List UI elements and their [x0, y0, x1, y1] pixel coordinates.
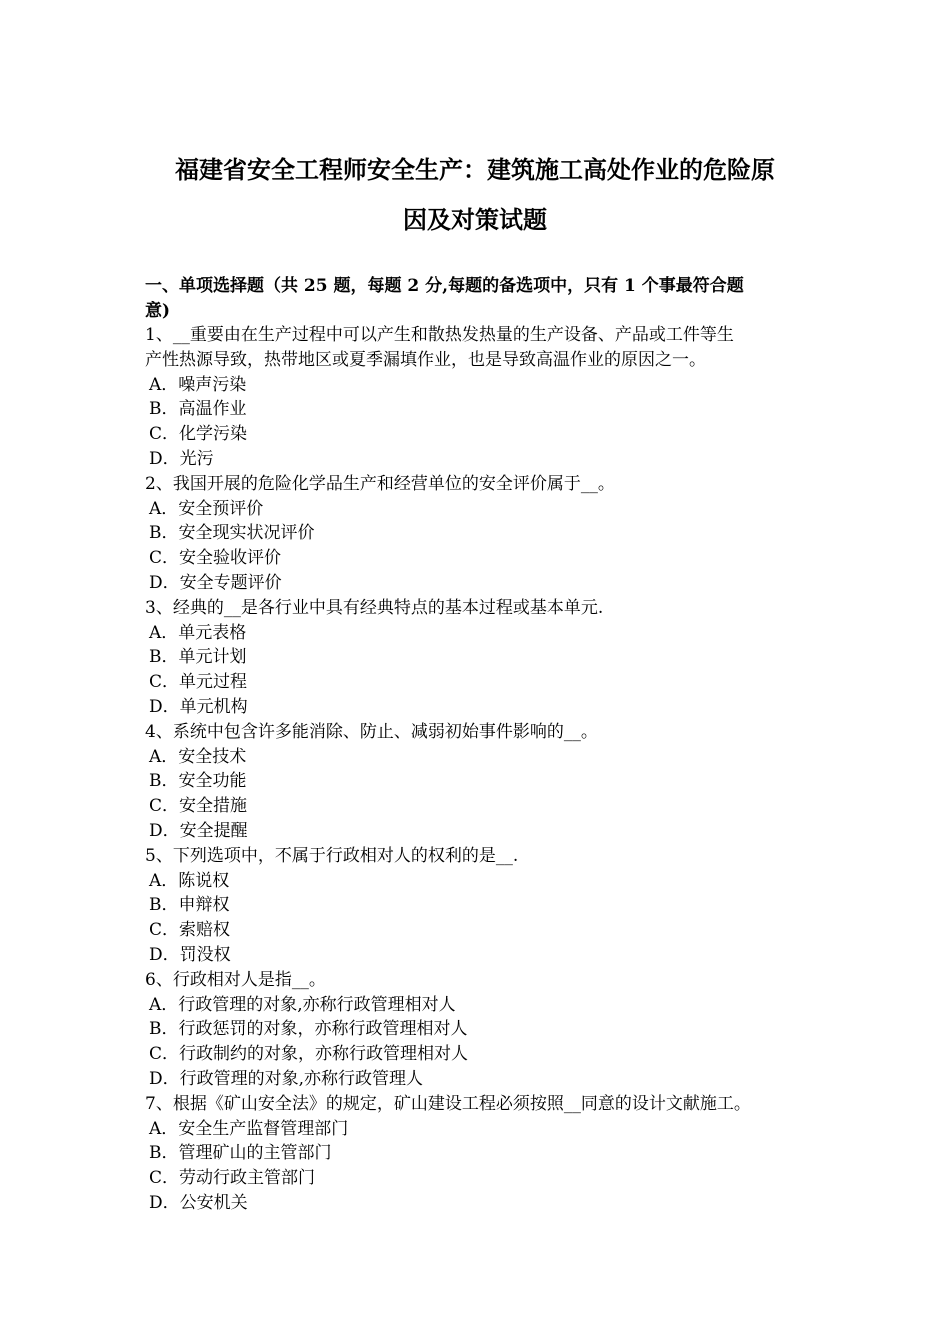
- answer-option: A．单元表格: [149, 622, 247, 643]
- answer-option: D．光污: [149, 448, 214, 469]
- answer-option: B．安全现实状况评价: [149, 523, 315, 544]
- answer-option: D．单元机构: [149, 696, 248, 717]
- question-text-line: 3、经典的__是各行业中具有经典特点的基本过程或基本单元.: [145, 597, 604, 618]
- question-list: [145, 323, 835, 1216]
- document-title-line-2: 因及对策试题: [403, 205, 547, 234]
- answer-option: A．行政管理的对象,亦称行政管理相对人: [149, 994, 456, 1015]
- answer-option: D．安全提醒: [149, 820, 248, 841]
- answer-option: B．行政惩罚的对象，亦称行政管理相对人: [149, 1019, 468, 1040]
- answer-option: B．申辩权: [149, 895, 230, 916]
- question-4: [145, 720, 835, 844]
- answer-option: C．行政制约的对象，亦称行政管理相对人: [149, 1044, 469, 1065]
- question-text-line: 1、__重要由在生产过程中可以产生和散热发热量的生产设备、产品或工件等生: [145, 325, 734, 345]
- answer-option: C．劳动行政主管部门: [149, 1168, 316, 1189]
- section-heading-line-2: 意): [145, 300, 171, 321]
- answer-option: C．安全验收评价: [149, 548, 282, 569]
- answer-option: B．管理矿山的主管部门: [149, 1143, 332, 1164]
- answer-option: D．行政管理的对象,亦称行政管理人: [149, 1068, 424, 1089]
- answer-option: D．罚没权: [149, 944, 231, 965]
- answer-option: B．单元计划: [149, 647, 247, 668]
- section-heading-line-1: 一、单项选择题（共 25 题，每题 2 分,每题的备选项中，只有 1 个事最符合题: [145, 276, 744, 296]
- question-3: [145, 596, 835, 720]
- answer-option: A．噪声污染: [149, 374, 247, 395]
- answer-option: B．安全功能: [149, 771, 247, 792]
- question-2: [145, 472, 835, 596]
- answer-option: C．单元过程: [149, 672, 248, 693]
- answer-option: C．索赔权: [149, 920, 231, 941]
- answer-option: C．安全措施: [149, 796, 248, 817]
- answer-option: B．高温作业: [149, 399, 247, 420]
- answer-option: C．化学污染: [149, 424, 248, 445]
- question-text-line: 6、行政相对人是指__。: [145, 969, 326, 990]
- question-text-line: 5、下列选项中，不属于行政相对人的权利的是__.: [145, 845, 519, 866]
- answer-option: A．安全技术: [149, 746, 247, 767]
- question-text-line: 产性热源导致，热带地区或夏季漏填作业，也是导致高温作业的原因之一。: [145, 349, 706, 370]
- question-text-line: 4、系统中包含许多能消除、防止、减弱初始事件影响的__。: [145, 721, 598, 742]
- answer-option: D．公安机关: [149, 1192, 248, 1213]
- question-text-line: 7、根据《矿山安全法》的规定，矿山建设工程必须按照__同意的设计文献施工。: [145, 1093, 751, 1114]
- answer-option: D．安全专题评价: [149, 572, 282, 593]
- question-7: [145, 1092, 835, 1216]
- question-6: [145, 968, 835, 1092]
- answer-option: A．陈说权: [149, 870, 230, 891]
- document-title-line-1: 福建省安全工程师安全生产：建筑施工高处作业的危险原: [175, 155, 775, 184]
- answer-option: A．安全生产监督管理部门: [149, 1118, 349, 1139]
- question-text-line: 2、我国开展的危险化学品生产和经营单位的安全评价属于__。: [145, 473, 615, 494]
- question-5: [145, 844, 835, 968]
- question-1: [145, 323, 835, 472]
- section-heading: [145, 274, 825, 324]
- answer-option: A．安全预评价: [149, 498, 264, 519]
